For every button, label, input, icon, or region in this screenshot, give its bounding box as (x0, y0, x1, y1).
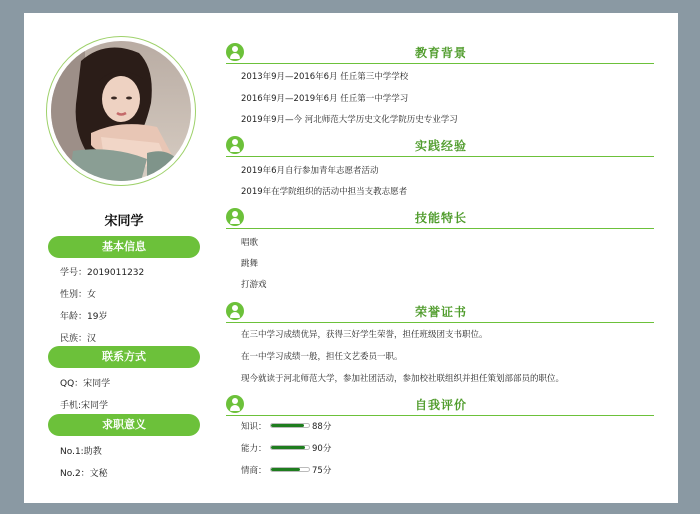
education-title: 教育背景 (414, 46, 467, 60)
evaluation-label: 能力： (241, 444, 267, 454)
practice-item: 2019年在学院组织的活动中担当支教志愿者 (241, 187, 408, 197)
basic-info-student-id: 学号：2019011232 (60, 268, 145, 278)
basic-info-age: 年龄：19岁 (60, 312, 108, 322)
right-column (226, 13, 656, 503)
contact-header: 联系方式 (48, 346, 200, 368)
person-name: 宋同学 (104, 214, 144, 229)
contact-phone: 手机:宋同学 (60, 401, 109, 411)
honor-item: 在三中学习成绩优异，获得三好学生荣誉，担任班级团支书职位。 (241, 330, 488, 340)
score-bar-fill (271, 468, 300, 471)
section-divider (226, 156, 654, 157)
job-intent-header: 求职意义 (48, 414, 200, 436)
basic-info-header: 基本信息 (48, 236, 200, 258)
education-item: 2016年9月—2019年6月 任丘第一中学学习 (241, 94, 409, 104)
avatar-frame (46, 36, 196, 186)
practice-title: 实践经验 (414, 139, 467, 153)
score-bar-fill (271, 424, 304, 427)
avatar (51, 41, 191, 181)
education-item: 2019年9月—今 河北师范大学历史文化学院历史专业学习 (241, 115, 458, 125)
left-column (24, 13, 224, 503)
contact-qq: QQ：宋同学 (60, 379, 111, 389)
section-divider (226, 228, 654, 229)
resume-page (24, 13, 678, 503)
evaluation-title: 自我评价 (414, 398, 467, 412)
job-intent-second: No.2：文秘 (60, 469, 108, 479)
evaluation-label: 知识： (241, 422, 267, 432)
section-divider (226, 322, 654, 323)
score-bar (270, 423, 310, 428)
skill-item: 唱歌 (241, 238, 259, 248)
job-intent-first: No.1:助教 (60, 447, 102, 457)
practice-section-header (226, 136, 656, 158)
evaluation-score: 90分 (312, 444, 332, 454)
basic-info-ethnicity: 民族：汉 (60, 334, 97, 344)
skills-section-header (226, 208, 656, 230)
skill-item: 跳舞 (241, 259, 259, 269)
section-divider (226, 63, 654, 64)
skill-item: 打游戏 (241, 280, 267, 290)
honors-title: 荣誉证书 (414, 305, 467, 319)
education-item: 2013年9月—2016年6月 任丘第三中学学校 (241, 72, 409, 82)
basic-info-gender: 性别：女 (60, 290, 97, 300)
honor-item: 在一中学习成绩一般，担任文艺委员一职。 (241, 352, 403, 362)
evaluation-score: 88分 (312, 422, 332, 432)
evaluation-section-header (226, 395, 656, 417)
evaluation-score: 75分 (312, 466, 332, 476)
practice-item: 2019年6月自行参加青年志愿者活动 (241, 166, 379, 176)
honors-section-header (226, 302, 656, 324)
score-bar-fill (271, 446, 305, 449)
evaluation-label: 情商： (241, 466, 267, 476)
education-section-header (226, 43, 656, 65)
score-bar (270, 445, 310, 450)
skills-title: 技能特长 (414, 211, 467, 225)
score-bar (270, 467, 310, 472)
honor-item: 现今就读于河北师范大学，参加社团活动，参加校社联组织并担任策划部部员的职位。 (241, 374, 565, 384)
section-divider (226, 415, 654, 416)
